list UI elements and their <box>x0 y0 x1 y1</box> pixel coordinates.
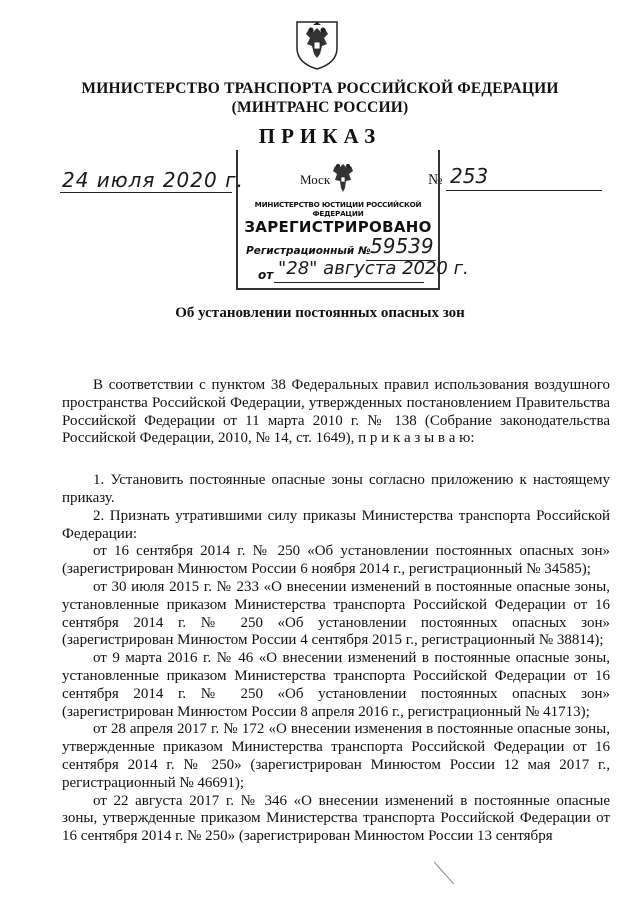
stamp-emblem-icon <box>328 160 358 196</box>
order-body <box>62 377 610 846</box>
stamp-organization: МИНИСТЕРСТВО ЮСТИЦИИ РОССИЙСКОЙ ФЕДЕРАЦИИ <box>254 200 422 218</box>
stamp-reg-number-label: Регистрационный № <box>246 245 371 257</box>
scan-mark-icon <box>430 858 460 888</box>
order-subject: Об установлении постоянных опасных зон <box>175 305 465 321</box>
paragraph: 2. Признать утратившими силу приказы Министерства транспорта Российской Федерации: <box>62 507 610 542</box>
stamp-city: Моск <box>300 172 331 187</box>
registration-stamp <box>236 150 469 290</box>
state-emblem-icon <box>293 18 341 70</box>
paragraph: от 9 марта 2016 г. № 46 «О внесении изменений в постоянные опасные зоны, установленные приказом Министерства транспорта Российской Федерации от 16 сентября 2014 г. № 250 «Об установлении постоянных опасных зон» (зарегистрирован Минюстом России 8 апреля 2016 г., регистрационный № 41713); <box>62 650 610 720</box>
paragraph: от 22 августа 2017 г. № 346 «О внесении изменений в постоянные опасные зоны, утвержденные приказом Министерства транспорта Российской Федерации от 16 сентября 2014 г. № 250» (зарегистрирован Минюстом России 13 сентября <box>62 792 610 845</box>
order-number: 253 <box>450 164 489 188</box>
paragraph: от 30 июля 2015 г. № 233 «О внесении изменений в постоянные опасные зоны, установленные приказом Министерства транспорта Российской Федерации от 16 сентября 2014 г. № 250 «Об установлении постоянных опасных зон» (зарегистрирован Минюстом России 4 сентября 2015 г., регистрационный № 38814); <box>62 578 610 649</box>
order-number-label: № <box>428 172 443 188</box>
from-date-underline <box>274 282 424 283</box>
date-underline <box>60 192 232 193</box>
stamp-reg-number: 59539 <box>370 234 434 258</box>
paragraph: от 28 апреля 2017 г. № 172 «О внесении изменения в постоянные опасные зоны, утвержденные приказом Министерства транспорта Российской Федерации от 16 сентября 2014 г. № 250» (зарегистрирован Минюстом России 12 мая 2017 г., регистрационный № 46691); <box>62 721 610 791</box>
paragraph: 1. Установить постоянные опасные зоны согласно приложению к настоящему приказу. <box>62 472 610 506</box>
ministry-name: МИНИСТЕРСТВО ТРАНСПОРТА РОССИЙСКОЙ ФЕДЕРАЦИИ <box>81 80 559 97</box>
order-date: 24 июля 2020 г. <box>62 168 244 192</box>
order-title: ПРИКАЗ <box>258 124 382 148</box>
preamble: В соответствии с пунктом 38 Федеральных правил использования воздушного пространства Российской Федерации, утвержденных постановлением Правительства Российской Федерации от 11 марта 2010 г. № 138 (Собрание законодательства Российской Федерации, 2010, № 14, ст. 1649), п р и к а з ы в а ю: <box>62 377 610 447</box>
number-underline <box>446 190 602 191</box>
stamp-from-label: от <box>258 268 274 282</box>
paragraph: от 16 сентября 2014 г. № 250 «Об установлении постоянных опасных зон» (зарегистрирован Минюстом России 6 ноября 2014 г., регистрационный № 34585); <box>62 543 610 578</box>
ministry-abbreviation: (МИНТРАНС РОССИИ) <box>231 99 409 116</box>
stamp-registered: ЗАРЕГИСТРИРОВАНО <box>244 218 432 236</box>
stamp-from-date: "28" августа 2020 г. <box>278 258 469 279</box>
